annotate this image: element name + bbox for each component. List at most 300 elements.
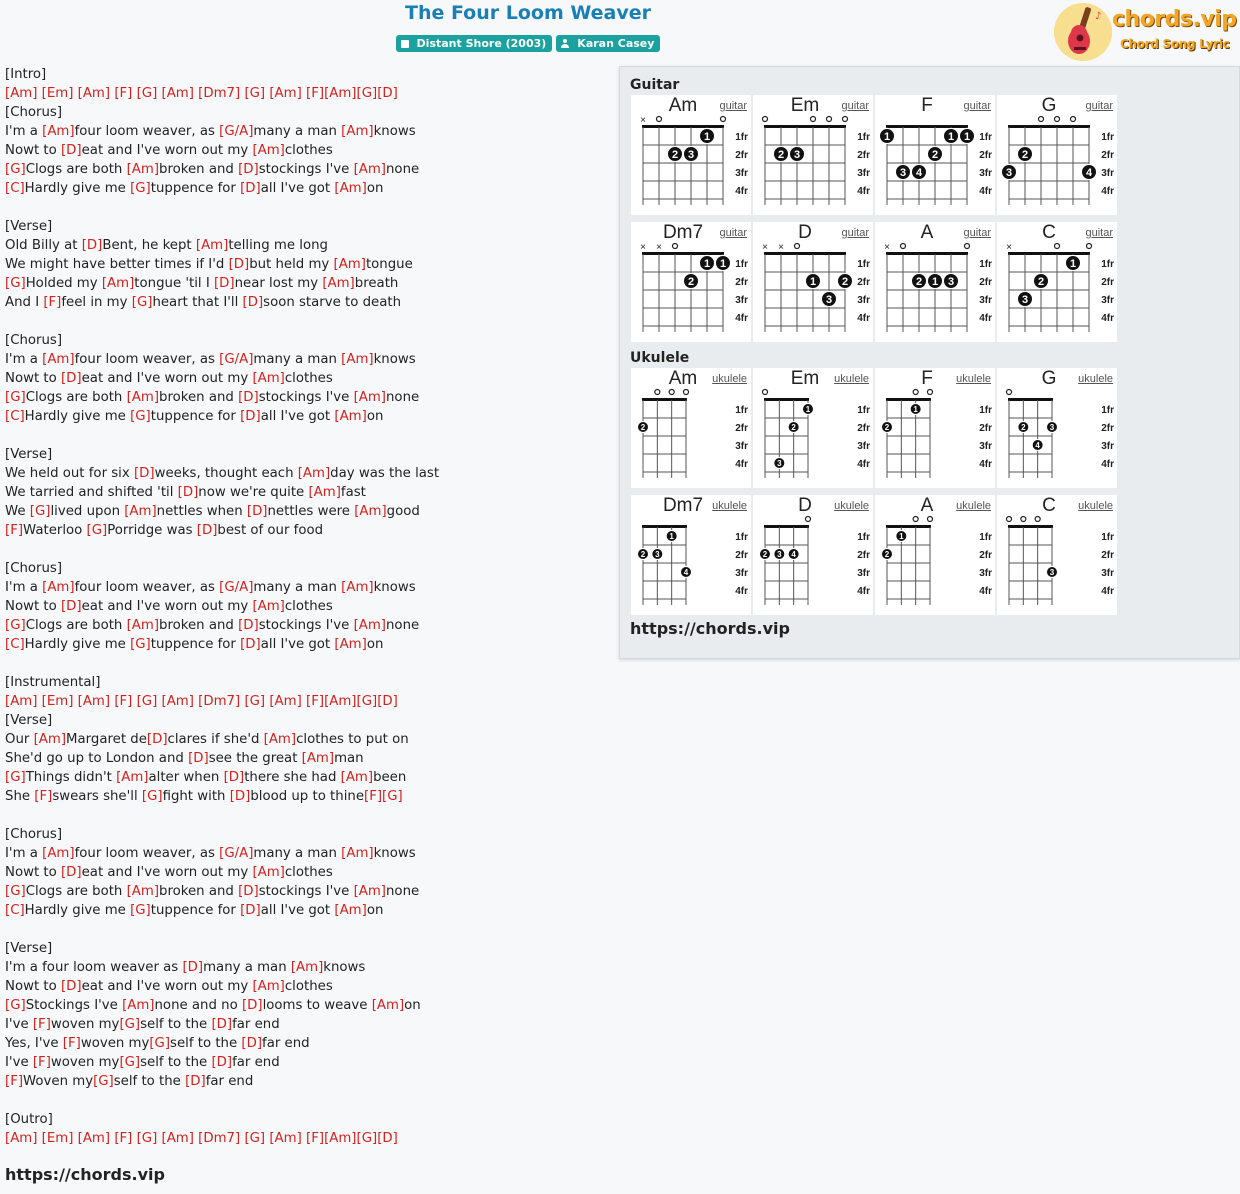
chord-marker[interactable]: [G] <box>356 694 378 709</box>
lyric-text: Yes, I've <box>5 1036 63 1051</box>
chord-marker[interactable]: [Am] <box>42 352 75 367</box>
chord-marker[interactable]: [Am] <box>101 276 135 291</box>
guitar-chord-diagram-g[interactable] <box>997 95 1117 215</box>
chord-marker[interactable]: [G] <box>29 504 51 519</box>
chord-marker[interactable]: [Am] <box>333 257 366 272</box>
chord-marker[interactable]: [D] <box>185 1074 206 1089</box>
lyric-text: clares if she'd <box>167 732 264 747</box>
chord-marker[interactable]: [D] <box>377 1131 398 1146</box>
finger-dot <box>1082 165 1097 180</box>
lyric-text: feel in my <box>61 295 132 310</box>
chord-marker[interactable]: [G] <box>244 1131 266 1146</box>
chord-marker[interactable]: [F] <box>43 295 62 310</box>
ukulele-chord-diagram-g[interactable] <box>997 368 1117 488</box>
chord-marker[interactable]: [G] <box>5 618 26 633</box>
lyric-text: four loom weaver, as <box>74 352 220 367</box>
chord-marker[interactable]: [G] <box>131 295 153 310</box>
finger-dot <box>822 292 837 307</box>
lyric-text: none and no <box>154 998 242 1013</box>
lyric-line <box>5 673 610 692</box>
chord-marker[interactable]: [G] <box>130 903 151 918</box>
lyric-text: [Outro] <box>5 1112 53 1127</box>
fret-label: 2fr <box>1101 150 1114 161</box>
lyric-text: Clogs are both <box>25 618 127 633</box>
chord-marker[interactable]: [Am] <box>353 390 386 405</box>
ukulele-chord-diagram-d[interactable] <box>753 495 873 615</box>
fret-label: 3fr <box>979 441 992 452</box>
lyric-line <box>5 692 610 711</box>
lyric-text: eat and I've worn out my <box>81 371 253 386</box>
chord-marker[interactable]: [G] <box>5 998 26 1013</box>
chord-marker[interactable]: [G] <box>5 276 26 291</box>
chord-marker[interactable]: [G] <box>136 694 158 709</box>
lyric-line <box>5 1034 610 1053</box>
lyric-text: broken and <box>159 390 239 405</box>
chord-marker[interactable]: [Am] <box>252 865 285 880</box>
chord-marker[interactable]: [Am] <box>77 1131 111 1146</box>
fret-label: 4fr <box>1101 586 1114 597</box>
chord-marker[interactable]: [Am] <box>341 580 374 595</box>
chord-marker[interactable]: [C] <box>5 903 25 918</box>
svg-text:2: 2 <box>915 276 923 288</box>
chord-marker[interactable]: [Am] <box>126 162 160 177</box>
lyric-text: lived upon <box>50 504 125 519</box>
chord-marker[interactable]: [Am] <box>269 86 302 101</box>
guitar-link[interactable]: guitar <box>1085 100 1113 112</box>
lyric-text: [Chorus] <box>5 827 63 842</box>
guitar-link[interactable]: guitar <box>719 227 747 239</box>
chord-marker[interactable]: [G] <box>244 86 266 101</box>
chord-marker[interactable]: [Am] <box>324 1131 357 1146</box>
chord-marker[interactable]: [G] <box>5 770 26 785</box>
site-logo[interactable] <box>1054 3 1237 61</box>
chord-marker[interactable]: [F] <box>5 523 24 538</box>
chord-marker[interactable]: [Am] <box>324 694 357 709</box>
open-string-marker <box>827 117 832 122</box>
nut <box>642 525 687 528</box>
guitar-chord-diagram-dm7[interactable] <box>631 222 751 342</box>
guitar-link[interactable]: guitar <box>841 227 869 239</box>
chord-marker[interactable]: [F] <box>32 1055 51 1070</box>
chord-marker[interactable]: [Am] <box>341 352 374 367</box>
chord-marker[interactable]: [D] <box>60 371 82 386</box>
lyric-text: I've <box>5 1055 33 1070</box>
chord-marker[interactable]: [Am] <box>126 390 160 405</box>
lyric-text: on <box>404 998 421 1013</box>
chord-marker[interactable]: [G] <box>356 1131 378 1146</box>
chord-marker[interactable]: [Dm7] <box>198 86 241 101</box>
chord-marker[interactable]: [Am] <box>42 124 75 139</box>
open-string-marker <box>913 390 918 395</box>
svg-text:2: 2 <box>640 423 646 432</box>
chord-marker[interactable]: [Dm7] <box>198 694 241 709</box>
fret-label: 1fr <box>1101 132 1114 143</box>
lyric-text: broken and <box>159 618 239 633</box>
chord-marker[interactable]: [Am] <box>42 580 75 595</box>
lyric-text: self to the <box>140 1055 212 1070</box>
chord-marker[interactable]: [Am] <box>195 238 229 253</box>
chord-marker[interactable]: [Am] <box>297 466 331 481</box>
lyric-text: now we're quite <box>198 485 309 500</box>
chord-marker[interactable]: [Am] <box>33 732 67 747</box>
finger-dot <box>790 147 805 162</box>
chord-marker[interactable]: [D] <box>211 1055 233 1070</box>
chord-marker[interactable]: [Am] <box>334 637 367 652</box>
chord-marker[interactable]: [D] <box>240 903 261 918</box>
lyric-line <box>5 958 610 977</box>
guitar-chord-diagram-f[interactable] <box>875 95 995 215</box>
lyric-line <box>5 977 610 996</box>
chord-marker[interactable]: [Am] <box>269 694 302 709</box>
chord-marker[interactable]: [Am] <box>290 960 324 975</box>
chord-marker[interactable]: [G] <box>141 789 163 804</box>
chord-marker[interactable]: [F] <box>62 1036 81 1051</box>
chord-marker[interactable]: [Am] <box>340 770 374 785</box>
open-string-marker <box>655 390 660 395</box>
chord-marker[interactable]: [D] <box>223 770 245 785</box>
chord-marker[interactable]: [F] <box>364 789 383 804</box>
ukulele-chord-diagram-am[interactable] <box>631 368 751 488</box>
ukulele-link[interactable]: ukulele <box>834 373 869 385</box>
svg-text:1: 1 <box>899 532 904 541</box>
guitar-link[interactable]: guitar <box>841 100 869 112</box>
chord-marker[interactable]: [Am] <box>322 276 355 291</box>
chord-marker[interactable]: [Am] <box>341 846 374 861</box>
chord-marker[interactable]: [C] <box>5 181 25 196</box>
fret-label: 4fr <box>979 459 992 470</box>
ukulele-link[interactable]: ukulele <box>1078 373 1113 385</box>
chord-marker[interactable]: [Am] <box>42 846 75 861</box>
lyric-text: tuppence for <box>150 637 241 652</box>
chord-marker[interactable]: [D] <box>228 257 250 272</box>
guitar-link[interactable]: guitar <box>719 100 747 112</box>
guitar-chord-diagram-am[interactable] <box>631 95 751 215</box>
lyric-text: [Chorus] <box>5 333 63 348</box>
lyric-line <box>5 521 610 540</box>
svg-text:2: 2 <box>640 550 646 559</box>
chord-marker[interactable]: [Am] <box>301 751 335 766</box>
svg-text:3: 3 <box>1005 167 1013 179</box>
muted-string-marker: × <box>656 242 662 253</box>
ukulele-link[interactable]: ukulele <box>956 373 991 385</box>
nut <box>642 125 724 128</box>
chord-marker[interactable]: [F] <box>306 1131 325 1146</box>
chord-marker[interactable]: [Am] <box>334 409 367 424</box>
artist-badge[interactable] <box>556 35 660 52</box>
chord-marker[interactable]: [D] <box>240 637 261 652</box>
svg-text:3: 3 <box>1049 423 1055 432</box>
chord-marker[interactable]: [D] <box>60 143 82 158</box>
chord-marker[interactable]: [D] <box>240 409 261 424</box>
fret-label: 2fr <box>1101 550 1114 561</box>
svg-text:3: 3 <box>793 149 801 161</box>
chord-marker[interactable]: [F] <box>114 86 133 101</box>
chord-marker[interactable]: [Em] <box>41 694 74 709</box>
ukulele-link[interactable]: ukulele <box>712 373 747 385</box>
lyric-line <box>5 844 610 863</box>
chord-marker[interactable]: [F] <box>306 86 325 101</box>
lyric-text: self to the <box>170 1036 242 1051</box>
fret-label: 2fr <box>735 277 748 288</box>
lyric-text: I'm a four loom weaver as <box>5 960 183 975</box>
guitar-link[interactable]: guitar <box>963 227 991 239</box>
chord-marker[interactable]: [G] <box>5 162 26 177</box>
chord-marker[interactable]: [G] <box>5 884 26 899</box>
svg-text:2: 2 <box>841 276 849 288</box>
lyric-text: eat and I've worn out my <box>81 143 253 158</box>
chord-marker[interactable]: [Dm7] <box>198 1131 241 1146</box>
chord-marker[interactable]: [Am] <box>126 884 160 899</box>
muted-string-marker: × <box>1006 242 1012 253</box>
lyric-text: self to the <box>113 1074 186 1089</box>
album-badge[interactable] <box>396 35 553 52</box>
svg-text:2: 2 <box>762 550 768 559</box>
fret-label: 2fr <box>1101 277 1114 288</box>
chord-marker[interactable]: [Am] <box>252 599 285 614</box>
chord-marker[interactable]: [D] <box>196 523 218 538</box>
chord-marker[interactable]: [F] <box>32 1017 51 1032</box>
lyric-line <box>5 369 610 388</box>
chord-marker[interactable]: [Am] <box>5 1131 38 1146</box>
chord-marker[interactable]: [Am] <box>353 884 386 899</box>
chord-marker[interactable]: [G] <box>244 694 266 709</box>
svg-text:1: 1 <box>1069 258 1077 270</box>
chord-marker[interactable]: [G] <box>130 409 151 424</box>
chord-marker[interactable]: [D] <box>60 979 82 994</box>
guitar-link[interactable]: guitar <box>963 100 991 112</box>
chord-marker[interactable]: [Am] <box>353 162 386 177</box>
lyric-line <box>5 1110 610 1129</box>
lyric-text: stockings I've <box>258 618 354 633</box>
chord-marker[interactable]: [D] <box>211 1017 233 1032</box>
chord-marker[interactable]: [Am] <box>252 979 285 994</box>
ukulele-chord-diagram-dm7[interactable] <box>631 495 751 615</box>
chord-name: Dm7 <box>662 495 704 516</box>
chord-marker[interactable]: [F] <box>306 694 325 709</box>
chord-marker[interactable]: [D] <box>81 238 103 253</box>
svg-text:1: 1 <box>883 131 891 143</box>
chord-marker[interactable]: [Am] <box>354 504 387 519</box>
ukulele-link[interactable]: ukulele <box>712 500 747 512</box>
lyric-line <box>5 768 610 787</box>
chord-marker[interactable]: [D] <box>238 618 259 633</box>
song-title: The Four Loom Weaver <box>404 2 652 24</box>
finger-dot <box>1018 147 1033 162</box>
chord-marker[interactable]: [Am] <box>5 86 38 101</box>
chord-marker[interactable]: [G] <box>5 390 26 405</box>
lyric-text: tongue 'til I <box>134 276 214 291</box>
chord-marker[interactable]: [G] <box>130 181 151 196</box>
lyric-line <box>5 882 610 901</box>
fret-label: 3fr <box>857 441 870 452</box>
lyric-line <box>5 84 610 103</box>
open-string-marker <box>913 517 918 522</box>
nut <box>1008 525 1053 528</box>
chord-marker[interactable]: [D] <box>188 751 209 766</box>
lyric-text: woven my <box>50 1055 120 1070</box>
chord-marker[interactable]: [Am] <box>161 1131 194 1146</box>
lyric-text: [Verse] <box>5 447 53 462</box>
ukulele-chord-diagram-em[interactable] <box>753 368 873 488</box>
chord-marker[interactable]: [Am] <box>334 181 367 196</box>
chord-marker[interactable]: [Am] <box>341 124 374 139</box>
chord-marker[interactable]: [D] <box>242 295 264 310</box>
chord-marker[interactable]: [Am] <box>334 903 367 918</box>
chord-marker[interactable]: [F] <box>34 789 53 804</box>
finger-dot <box>944 274 959 289</box>
chord-marker[interactable]: [F] <box>114 694 133 709</box>
lyric-text: broken and <box>159 162 239 177</box>
lyric-text: tuppence for <box>150 181 241 196</box>
lyric-text: on <box>366 903 384 918</box>
chord-marker[interactable]: [Am] <box>353 618 386 633</box>
muted-string-marker: × <box>762 242 768 253</box>
chord-marker[interactable]: [G/A] <box>219 846 254 861</box>
chord-marker[interactable]: [D] <box>146 732 168 747</box>
ukulele-link[interactable]: ukulele <box>834 500 869 512</box>
chord-marker[interactable]: [Am] <box>263 732 297 747</box>
fret-label: 3fr <box>735 168 748 179</box>
fret-label: 4fr <box>1101 459 1114 470</box>
lyric-text: all I've got <box>260 903 335 918</box>
svg-text:4: 4 <box>1035 441 1040 450</box>
lyric-text: on <box>366 637 384 652</box>
lyric-text: alter when <box>148 770 224 785</box>
svg-text:4: 4 <box>791 550 796 559</box>
chord-marker[interactable]: [Em] <box>41 86 74 101</box>
chord-marker[interactable]: [G] <box>136 86 158 101</box>
lyric-text: eat and I've worn out my <box>81 979 253 994</box>
chord-marker[interactable]: [D] <box>182 960 204 975</box>
chord-marker[interactable]: [G] <box>149 1036 171 1051</box>
chord-marker[interactable]: [Am] <box>252 371 285 386</box>
lyric-line <box>5 426 610 445</box>
svg-text:1: 1 <box>931 276 939 288</box>
ukulele-chord-diagram-c[interactable] <box>997 495 1117 615</box>
panel-site-url[interactable]: https://chords.vip <box>630 619 790 638</box>
guitar-chord-diagram-em[interactable] <box>753 95 873 215</box>
chord-marker[interactable]: [G] <box>130 637 151 652</box>
chord-marker[interactable]: [G] <box>356 86 378 101</box>
svg-text:3: 3 <box>777 550 782 559</box>
chord-marker[interactable]: [G/A] <box>219 352 254 367</box>
fret-label: 4fr <box>857 313 870 324</box>
chord-marker[interactable]: [G/A] <box>219 580 254 595</box>
lyric-text: clothes <box>284 979 333 994</box>
fret-label: 4fr <box>979 586 992 597</box>
chord-marker[interactable]: [G] <box>119 1017 141 1032</box>
chord-name: Am <box>668 95 698 116</box>
chord-marker[interactable]: [G] <box>382 789 403 804</box>
ukulele-chord-diagram-f[interactable] <box>875 368 995 488</box>
lyric-text: [Verse] <box>5 219 53 234</box>
chord-marker[interactable]: [Am] <box>122 998 155 1013</box>
chord-marker[interactable]: [C] <box>5 409 25 424</box>
chord-marker[interactable]: [G] <box>86 523 108 538</box>
chord-marker[interactable]: [G] <box>93 1074 114 1089</box>
chord-marker[interactable]: [D] <box>238 390 259 405</box>
chord-marker[interactable]: [Am] <box>161 86 194 101</box>
finger-dot <box>896 531 907 542</box>
svg-text:1: 1 <box>963 131 971 143</box>
chord-marker[interactable]: [F] <box>114 1131 133 1146</box>
lyric-text: day was the last <box>330 466 440 481</box>
chord-marker[interactable]: [C] <box>5 637 25 652</box>
ukulele-chord-diagram-a[interactable] <box>875 495 995 615</box>
chord-marker[interactable]: [D] <box>133 466 155 481</box>
chord-marker[interactable]: [Am] <box>269 1131 302 1146</box>
guitar-heading: Guitar <box>630 77 680 93</box>
nut <box>1008 398 1053 401</box>
ukulele-link[interactable]: ukulele <box>956 500 991 512</box>
lyric-text: none <box>386 884 420 899</box>
guitar-chord-diagram-a[interactable] <box>875 222 995 342</box>
svg-text:2: 2 <box>1037 276 1045 288</box>
chord-marker[interactable]: [Em] <box>41 1131 74 1146</box>
chord-marker[interactable]: [D] <box>238 884 259 899</box>
open-string-marker <box>1055 117 1060 122</box>
chord-marker[interactable]: [Am] <box>116 770 149 785</box>
lyric-text: She'd go up to London and <box>5 751 189 766</box>
chord-marker[interactable]: [D] <box>177 485 199 500</box>
chord-marker[interactable]: [D] <box>377 86 398 101</box>
guitar-chord-diagram-d[interactable] <box>753 222 873 342</box>
chord-marker[interactable]: [Am] <box>124 504 157 519</box>
chord-marker[interactable]: [D] <box>241 1036 263 1051</box>
chord-marker[interactable]: [D] <box>229 789 251 804</box>
chord-marker[interactable]: [D] <box>246 504 268 519</box>
chord-marker[interactable]: [F] <box>5 1074 24 1089</box>
chord-marker[interactable]: [Am] <box>371 998 405 1013</box>
chord-marker[interactable]: [D] <box>60 599 82 614</box>
chord-marker[interactable]: [Am] <box>5 694 38 709</box>
lyric-line <box>5 654 610 673</box>
chord-name: Dm7 <box>662 222 704 243</box>
chord-marker[interactable]: [Am] <box>77 86 111 101</box>
chord-marker[interactable]: [Am] <box>77 694 111 709</box>
chord-marker[interactable]: [G] <box>136 1131 158 1146</box>
chord-marker[interactable]: [D] <box>377 694 398 709</box>
chord-marker[interactable]: [Am] <box>252 143 285 158</box>
chord-marker[interactable]: [Am] <box>126 618 160 633</box>
guitar-chord-diagram-c[interactable] <box>997 222 1117 342</box>
fret-label: 2fr <box>735 150 748 161</box>
finger-dot <box>944 129 959 144</box>
lyric-text: Nowt to <box>5 865 61 880</box>
chord-marker[interactable]: [Am] <box>161 694 194 709</box>
fret-label: 3fr <box>979 168 992 179</box>
chord-marker[interactable]: [Am] <box>308 485 341 500</box>
chord-marker[interactable]: [D] <box>241 998 263 1013</box>
open-string-marker <box>763 117 768 122</box>
svg-text:1: 1 <box>805 405 811 414</box>
finger-dot <box>666 531 677 542</box>
guitar-link[interactable]: guitar <box>1085 227 1113 239</box>
chord-marker[interactable]: [D] <box>238 162 259 177</box>
ukulele-link[interactable]: ukulele <box>1078 500 1113 512</box>
chord-marker[interactable]: [G] <box>119 1055 141 1070</box>
site-url-footer[interactable]: https://chords.vip <box>5 1165 165 1184</box>
lyric-text: breath <box>354 276 399 291</box>
chord-marker[interactable]: [Am] <box>324 86 357 101</box>
chord-marker[interactable]: [D] <box>240 181 261 196</box>
fret-label: 3fr <box>979 295 992 306</box>
chord-marker[interactable]: [D] <box>213 276 235 291</box>
lyric-text: Things didn't <box>25 770 117 785</box>
chord-marker[interactable]: [G/A] <box>219 124 254 139</box>
chord-marker[interactable]: [D] <box>60 865 82 880</box>
finger-dot <box>788 422 799 433</box>
